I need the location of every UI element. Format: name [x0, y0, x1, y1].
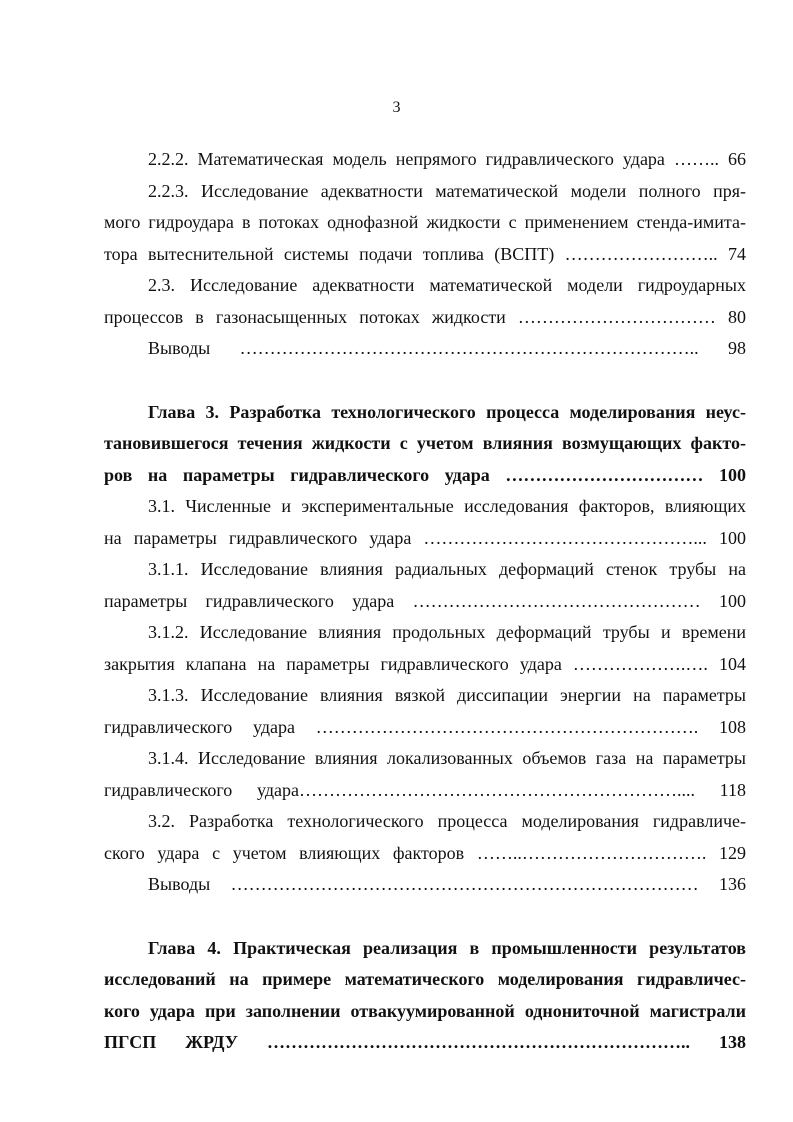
toc-chapter-4-cont: ПГСП ЖРДУ …………………………………………………………….. 138	[104, 1032, 746, 1052]
toc-entry-3-1-3: 3.1.3. Исследование влияния вязкой диссипации энергии на параметры	[148, 685, 746, 705]
toc-chapter-3-cont: тановившегося течения жидкости с учетом влияния возмущающих факто-	[104, 433, 746, 453]
toc-entry-2-2-3-cont: тора вытеснительной системы подачи топлива (ВСПТ) …………………….. 74	[104, 243, 746, 264]
toc-entry-3-1-1: 3.1.1. Исследование влияния радиальных деформаций стенок трубы на	[148, 559, 746, 579]
toc-entry-2-2-3-cont: мого гидроудара в потоках однофазной жидкости с применением стенда-имита-	[104, 212, 746, 232]
toc-entry-conclusions-2: Выводы ………………………………………………………………….. 98	[148, 338, 746, 358]
toc-entry-3-1-2-cont: закрытия клапана на параметры гидравлического удара ……………….…. 104	[104, 653, 746, 674]
toc-entry-3-2-cont: ского удара с учетом влияющих факторов ……..…………………………. 129	[104, 842, 746, 863]
toc-chapter-4-cont: исследований на примере математического моделирования гидравличес-	[104, 969, 746, 989]
toc-entry-3-2: 3.2. Разработка технологического процесса моделирования гидравличе-	[148, 811, 746, 831]
toc-entry-conclusions-3: Выводы …………………………………………………………………… 136	[148, 874, 746, 894]
toc-chapter-4-cont: кого удара при заполнении отвакуумированной однониточной магистрали	[104, 1000, 746, 1021]
toc-entry-2-3-cont: процессов в газонасыщенных потоках жидкости …………………………… 80	[104, 306, 746, 327]
toc-chapter-4: Глава 4. Практическая реализация в промышленности результатов	[148, 937, 746, 958]
toc-entry-3-1-4-cont: гидравлического удара……………………………………………………….... 118	[104, 779, 746, 800]
toc-chapter-3: Глава 3. Разработка технологического процесса моделирования неус-	[148, 401, 746, 422]
toc-entry-3-1: 3.1. Численные и экспериментальные исследования факторов, влияющих	[148, 496, 746, 516]
toc-entry-2-3: 2.3. Исследование адекватности математической модели гидроударных	[148, 275, 746, 295]
toc-chapter-3-cont: ров на параметры гидравлического удара …………………………… 100	[104, 464, 746, 485]
toc-entry-3-1-3-cont: гидравлического удара ………………………………………………………. 108	[104, 716, 746, 737]
toc-entry-3-1-4: 3.1.4. Исследование влияния локализованных объемов газа на параметры	[148, 748, 746, 768]
toc-entry-2-2-2: 2.2.2. Математическая модель непрямого гидравлического удара …….. 66	[148, 149, 746, 169]
table-of-contents	[104, 144, 746, 1059]
toc-entry-3-1-cont: на параметры гидравлического удара ………………………………………... 100	[104, 527, 746, 548]
toc-entry-3-1-1-cont: параметры гидравлического удара ………………………………………… 100	[104, 590, 746, 611]
toc-entry-2-2-3: 2.2.3. Исследование адекватности математической модели полного пря-	[148, 180, 746, 201]
page-number: 3	[392, 99, 401, 116]
toc-entry-3-1-2: 3.1.2. Исследование влияния продольных деформаций трубы и времени	[148, 622, 746, 642]
